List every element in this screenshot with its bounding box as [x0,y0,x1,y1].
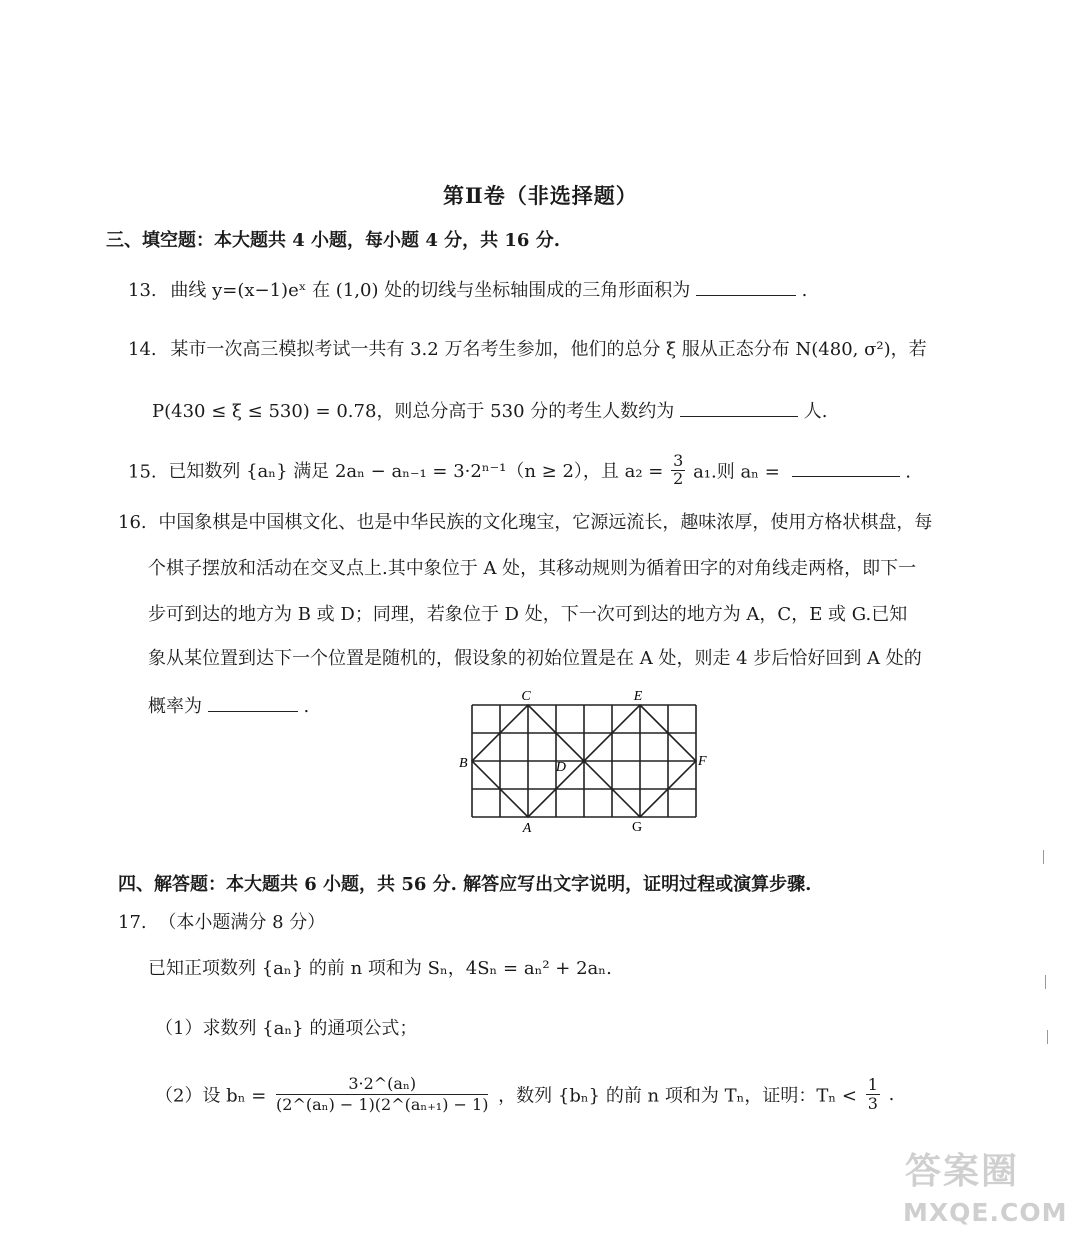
part-2-prefix: （2）设 bₙ = [155,1085,267,1107]
label-F: F [698,754,707,769]
fraction-denominator: 3 [867,1094,878,1113]
question-16-line-5 [148,692,309,718]
answer-blank[interactable] [696,277,796,296]
part-2-end: . [888,1084,895,1105]
question-line: 概率为 [148,696,202,717]
question-number: 15. [128,461,157,483]
answer-blank[interactable] [792,458,900,477]
label-E: E [633,689,643,704]
question-text: 已知数列 {aₙ} 满足 2aₙ − aₙ₋₁ = 3·2ⁿ⁻¹（n ≥ 2），且 a₂ = [168,461,664,483]
question-17-stem: 已知正项数列 {aₙ} 的前 n 项和为 Sₙ，4Sₙ = aₙ² + 2aₙ. [148,958,612,979]
watermark-logo [905,1143,1019,1194]
question-line: P(430 ≤ ξ ≤ 530) = 0.78，则总分高于 530 分的考生人数约为 [152,401,675,422]
watermark-line-1: 答案圈 [905,1151,1020,1192]
scan-mark [1045,975,1046,989]
question-14 [128,335,927,361]
question-end: . [801,280,808,301]
fraction-numerator: 1 [867,1075,878,1095]
scan-mark [1047,1030,1048,1044]
question-text: 曲线 y=(x−1)eˣ 在 (1,0) 处的切线与坐标轴围成的三角形面积为 [170,280,691,301]
question-17 [118,908,325,934]
question-16-line-2: 个棋子摆放和活动在交叉点上.其中象位于 A 处，其移动规则为循着田字的对角线走两格，即下一 [148,558,917,579]
question-end: . [905,461,911,483]
question-score: （本小题满分 8 分） [158,912,326,933]
chess-board-figure [450,685,720,835]
question-number: 17. [118,912,147,933]
answer-blank[interactable] [208,693,298,712]
label-D: D [555,760,566,775]
question-line: 某市一次高三模拟考试一共有 3.2 万名考生参加，他们的总分 ξ 服从正态分布 N(480, σ²)，若 [170,339,927,360]
part-title: 第Ⅱ卷（非选择题） [443,183,638,208]
fraction-denominator: 2 [673,468,684,488]
question-end: . [303,696,310,717]
fraction [866,1076,880,1112]
label-C: C [521,689,531,704]
fraction [671,453,685,488]
fraction [276,1074,488,1115]
fraction-denominator: (2^(aₙ) − 1)(2^(aₙ₊₁) − 1) [276,1095,489,1114]
question-number: 14. [128,339,157,360]
scan-mark [1043,850,1044,864]
section-3-header: 三、填空题：本大题共 4 小题，每小题 4 分，共 16 分. [106,230,560,251]
question-number: 13. [128,280,157,301]
question-17-part-1: （1）求数列 {aₙ} 的通项公式； [155,1018,418,1039]
label-G: G [631,820,643,835]
question-17-part-2 [155,1074,894,1115]
answer-blank[interactable] [680,398,798,417]
watermark-url [903,1198,1067,1227]
question-16 [118,508,932,534]
question-text-after: a₁.则 aₙ = [693,461,780,483]
label-B: B [459,756,468,771]
question-end: 人. [803,401,828,422]
part-2-middle: ，数列 {bₙ} 的前 n 项和为 Tₙ，证明：Tₙ < [498,1085,857,1107]
question-14-line-2 [152,397,827,423]
question-16-line-4: 象从某位置到达下一个位置是随机的，假设象的初始位置是在 A 处，则走 4 步后恰好回到 A 处的 [148,648,922,669]
fraction-numerator: 3 [673,451,684,470]
question-line: 中国象棋是中国棋文化、也是中华民族的文化瑰宝，它源远流长，趣味浓厚，使用方格状棋盘，每 [158,512,933,533]
section-4-header: 四、解答题：本大题共 6 小题，共 56 分. 解答应写出文字说明，证明过程或演算步骤. [118,874,812,895]
label-A: A [522,821,532,835]
question-number: 16. [118,512,147,533]
question-16-line-3: 步可到达的地方为 B 或 D；同理，若象位于 D 处，下一次可到达的地方为 A，C，E 或 G.已知 [148,604,908,625]
watermark-line-2: MXQE.COM [903,1198,1068,1227]
fraction-numerator: 3·2^(aₙ) [276,1074,488,1095]
question-15 [128,451,911,490]
question-13 [128,276,807,302]
